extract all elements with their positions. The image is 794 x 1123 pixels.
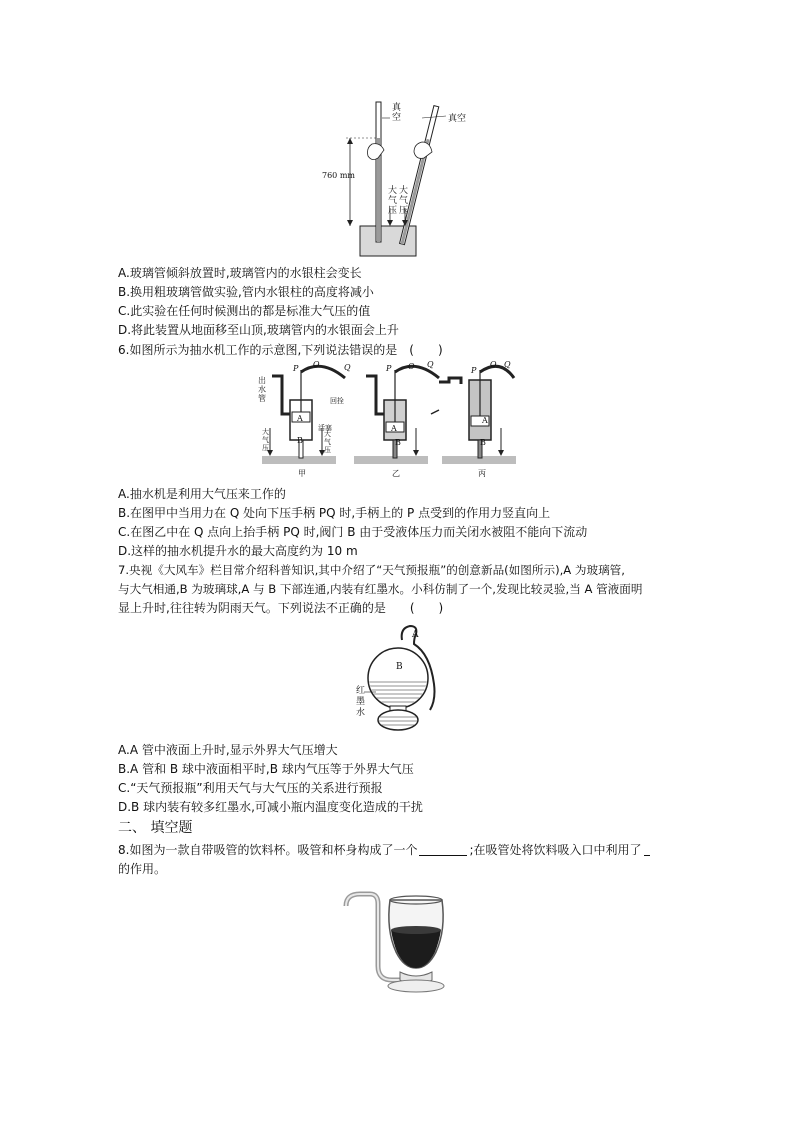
pump-caption-1: 甲 [298, 469, 306, 478]
pump-o-label-1: O [313, 360, 320, 369]
q7-stem-line-1: 7.央视《大风车》栏目常介绍科普知识,其中介绍了“天气预报瓶”的创意新品(如图所示),A 为玻璃管, [118, 563, 625, 577]
pump-outlet-label: 出水管 [258, 376, 266, 403]
bottle-a-label: A [412, 630, 419, 640]
q7-option-a: A.A 管中液面上升时,显示外界大气压增大 [118, 743, 338, 757]
pump-pressure-label-1: 大气压 [262, 428, 269, 452]
q7-option-d: D.B 球内装有较多红墨水,可减小瓶内温度变化造成的干扰 [118, 800, 423, 814]
fig1-vacuum-label-2: 真空 [448, 114, 467, 124]
pump-a-label-2: A [391, 424, 397, 433]
q6-stem: 6.如图所示为抽水机工作的示意图,下列说法错误的是 ( ) [118, 343, 443, 357]
pump-axle-label: 回拴 [330, 397, 344, 405]
straw-cup-figure [340, 888, 460, 996]
pump-p-label-2: P [386, 364, 392, 373]
pump-a-label-1: A [297, 414, 303, 423]
pump-caption-3: 丙 [478, 469, 486, 478]
q7-stem-line-3: 显上升时,往往转为阴雨天气。下列说法不正确的是 ( ) [118, 601, 444, 615]
q6-option-b: B.在图甲中当用力在 Q 处向下压手柄 PQ 时,手柄上的 P 点受到的作用力竖直向上 [118, 506, 551, 520]
q7-option-c: C.“天气预报瓶”利用天气与大气压的关系进行预报 [118, 781, 383, 795]
q8-blank-1[interactable] [419, 843, 467, 856]
q6-option-a: A.抽水机是利用大气压来工作的 [118, 487, 286, 501]
fig1-height-label: 760 mm [322, 171, 355, 180]
section-title: 二、 填空题 [118, 820, 193, 836]
pump-o-label-2: O [408, 362, 415, 371]
q8-text-part-1: 8.如图为一款自带吸管的饮料杯。吸管和杯身构成了一个 [118, 843, 418, 857]
q7-stem-line-2: 与大气相通,B 为玻璃球,A 与 B 下部连通,内装有红墨水。小科仿制了一个,发现比较灵验,当 A 管液面明 [118, 582, 643, 596]
pump-o-label-3: O [490, 360, 497, 369]
pump-piston-label: 活塞 [318, 424, 332, 432]
pump-b-label-3: B [480, 438, 486, 447]
q5-option-a: A.玻璃管倾斜放置时,玻璃管内的水银柱会变长 [118, 266, 362, 280]
q5-option-b: B.换用粗玻璃管做实验,管内水银柱的高度将减小 [118, 285, 374, 299]
fig1-pressure-label-2: 大气压 [399, 186, 409, 216]
weather-bottle-figure [350, 620, 460, 732]
q7-option-b: B.A 管和 B 球中液面相平时,B 球内气压等于外界大气压 [118, 762, 414, 776]
pump-p-label-3: P [471, 366, 477, 375]
pump-b-label-2: B [395, 438, 401, 447]
pump-caption-2: 乙 [392, 469, 400, 478]
bottle-ink-label: 红墨水 [356, 686, 366, 718]
q8-line-1 [118, 842, 688, 858]
bottle-b-label: B [396, 662, 403, 672]
q5-option-d: D.将此装置从地面移至山顶,玻璃管内的水银面会上升 [118, 323, 399, 337]
pump-q-label-2: Q [427, 360, 434, 369]
q8-line-2: 的作用。 [118, 862, 167, 876]
pump-figure [256, 360, 518, 478]
q6-option-c: C.在图乙中在 Q 点向上抬手柄 PQ 时,阀门 B 由于受液体压力而关闭水被阻不能向下流动 [118, 525, 588, 539]
pump-q-label-1: Q [344, 363, 351, 372]
pump-q-label-3: Q [504, 360, 511, 369]
q8-blank-2[interactable] [644, 843, 650, 856]
q5-option-c: C.此实验在任何时候测出的都是标准大气压的值 [118, 304, 371, 318]
fig1-vacuum-label-1: 真空 [392, 103, 402, 123]
pump-pressure-label-2: 大气压 [324, 430, 331, 454]
pump-p-label-1: P [293, 364, 299, 373]
pump-b-label-1: B [297, 436, 303, 445]
fig1-pressure-label-1: 大气压 [388, 186, 398, 216]
pump-a-label-3: A [482, 416, 488, 425]
q8-text-part-2: ;在吸管处将饮料吸入口中利用了 [469, 843, 642, 857]
q6-option-d: D.这样的抽水机提升水的最大高度约为 10 m [118, 544, 358, 558]
